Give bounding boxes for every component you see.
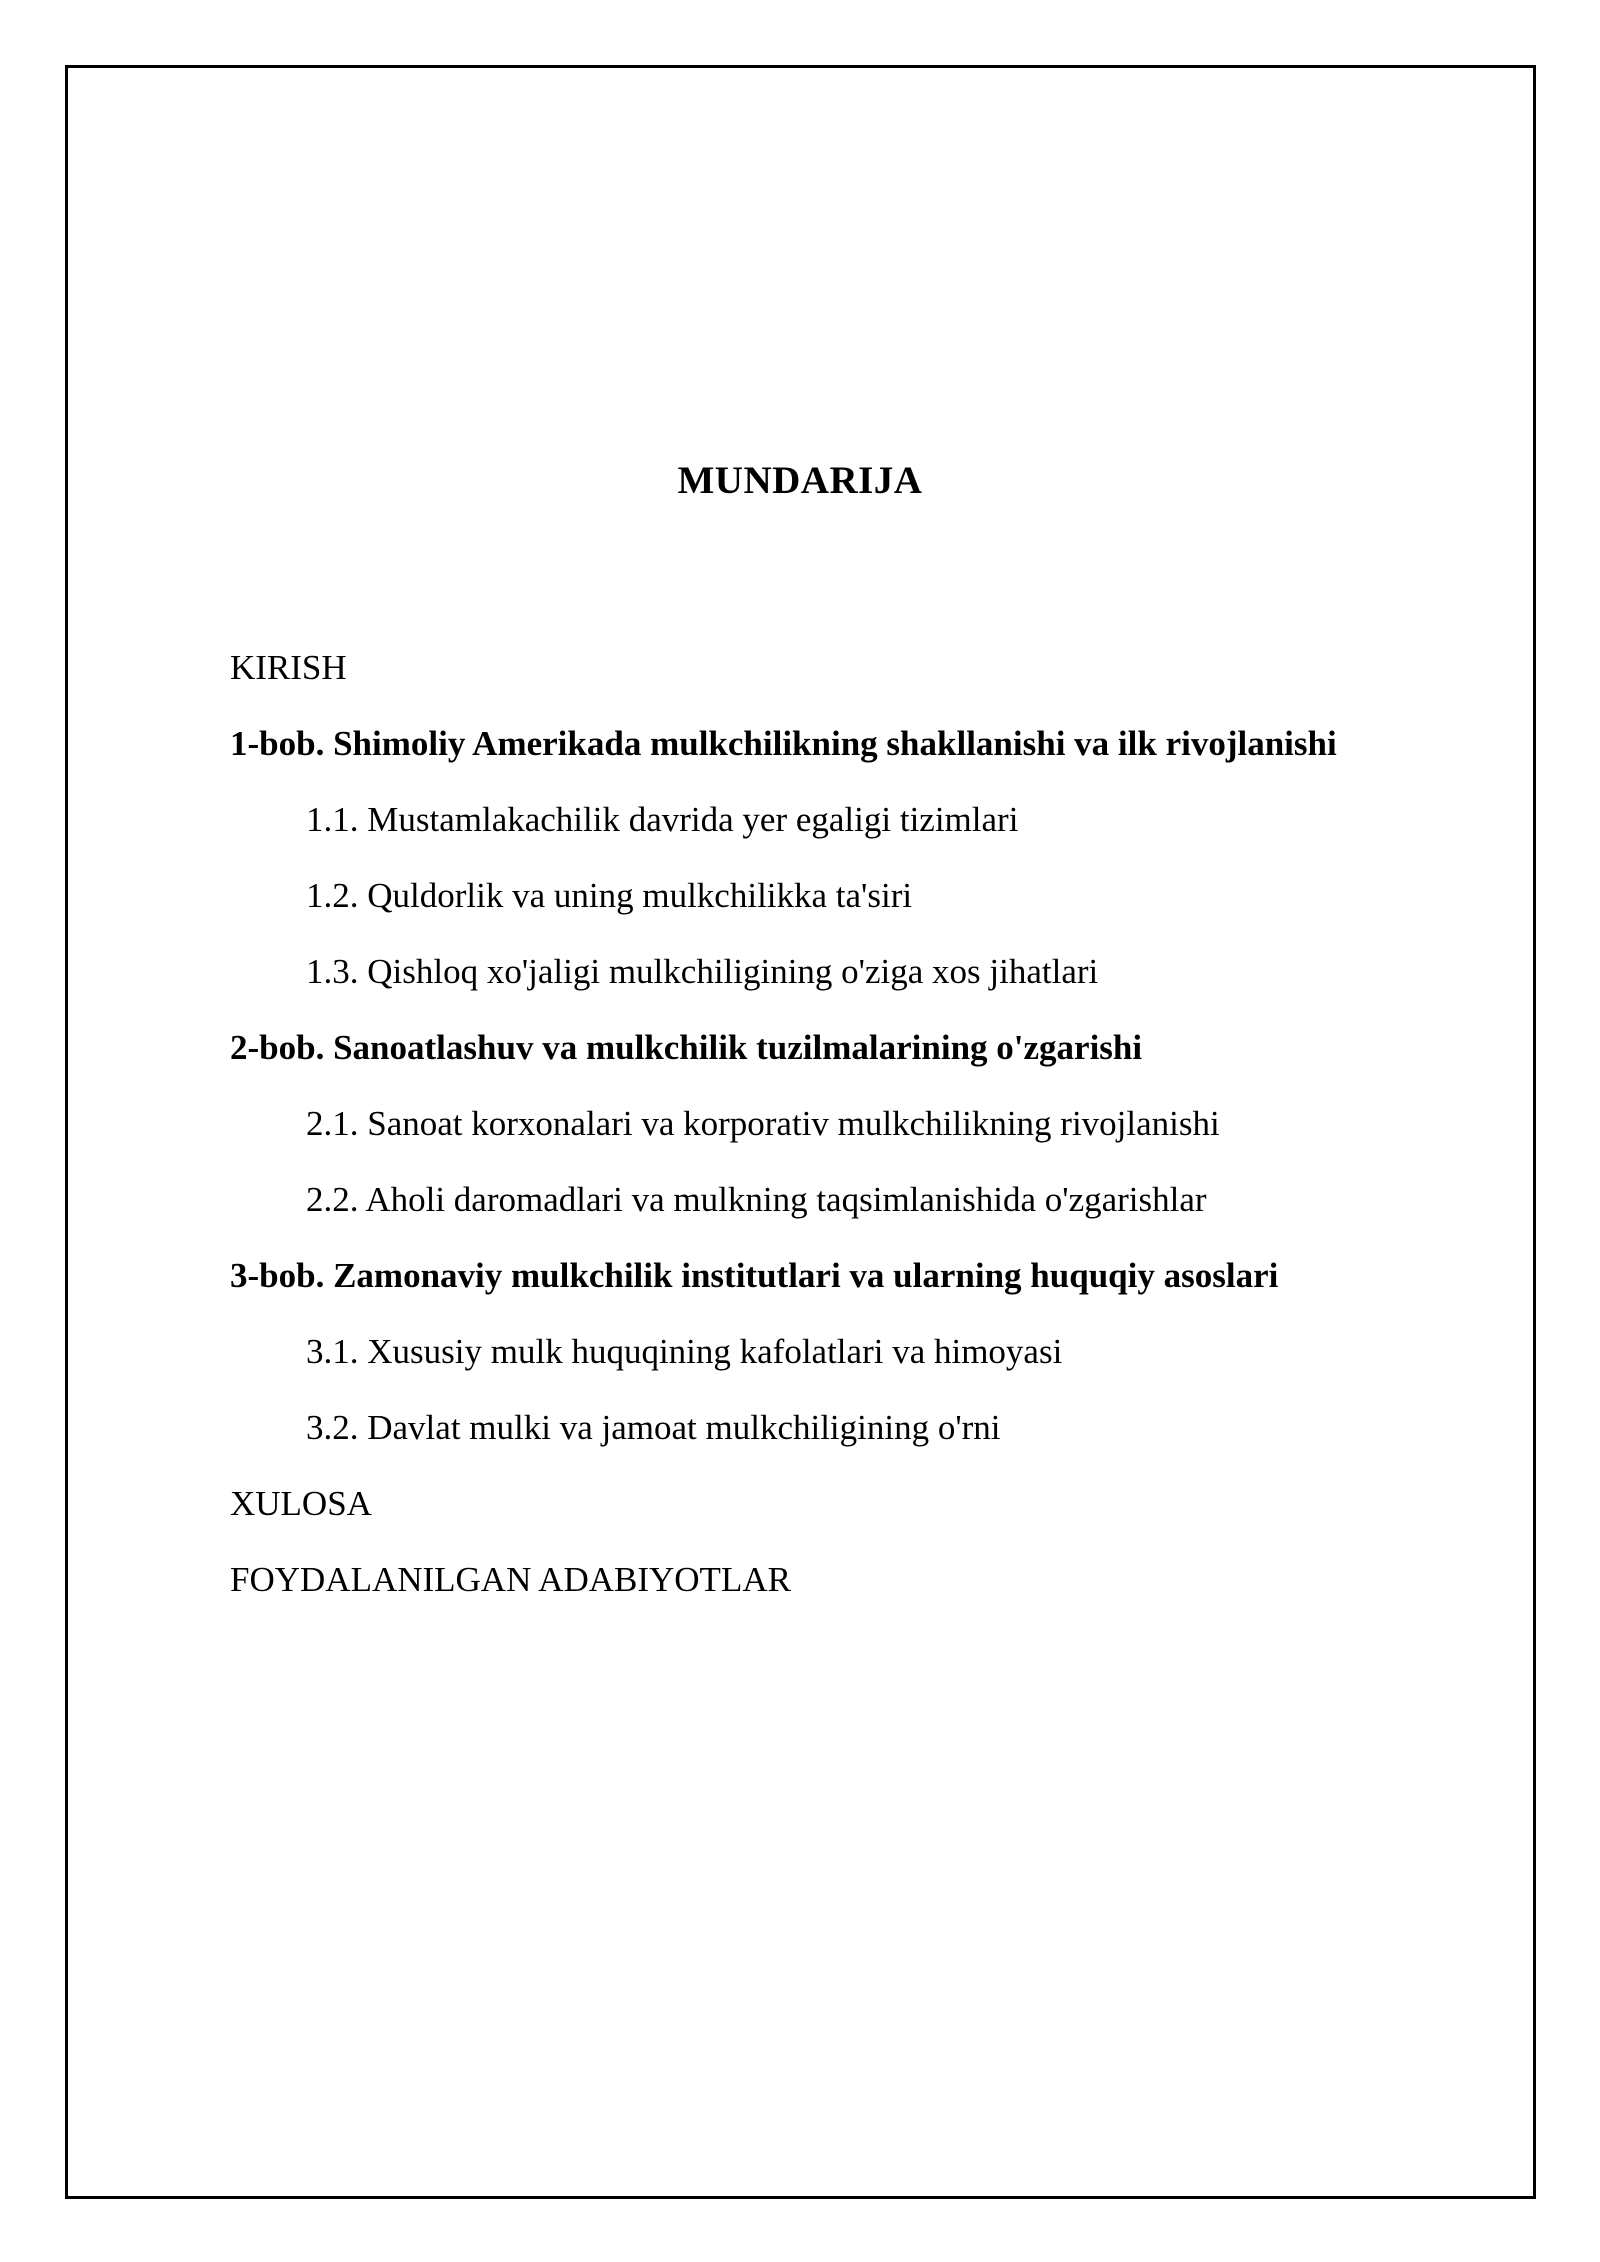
- toc-entry-section-3-1: 3.1. Xususiy mulk huquqining kafolatlari va himoyasi: [306, 1332, 1063, 1371]
- toc-entry-introduction: KIRISH: [230, 648, 347, 687]
- table-of-contents: [230, 640, 1470, 1628]
- toc-entry-chapter-3: 3-bob. Zamonaviy mulkchilik institutlari va ularning huquqiy asoslari: [230, 1256, 1279, 1295]
- toc-entry-bibliography: FOYDALANILGAN ADABIYOTLAR: [230, 1560, 791, 1599]
- page-title: MUNDARIJA: [677, 459, 923, 502]
- toc-entry-section-1-1: 1.1. Mustamlakachilik davrida yer egaligi tizimlari: [306, 800, 1019, 839]
- toc-entry-section-2-2: 2.2. Aholi daromadlari va mulkning taqsimlanishida o'zgarishlar: [306, 1180, 1207, 1219]
- toc-entry-section-1-2: 1.2. Quldorlik va uning mulkchilikka ta'siri: [306, 876, 913, 915]
- toc-entry-conclusion: XULOSA: [230, 1484, 372, 1523]
- toc-entry-section-1-3: 1.3. Qishloq xo'jaligi mulkchiligining o'ziga xos jihatlari: [306, 952, 1099, 991]
- toc-entry-chapter-2: 2-bob. Sanoatlashuv va mulkchilik tuzilmalarining o'zgarishi: [230, 1028, 1143, 1067]
- toc-entry-section-3-2: 3.2. Davlat mulki va jamoat mulkchiligining o'rni: [306, 1408, 1001, 1447]
- toc-entry-section-2-1: 2.1. Sanoat korxonalari va korporativ mulkchilikning rivojlanishi: [306, 1104, 1220, 1143]
- toc-entry-chapter-1: 1-bob. Shimoliy Amerikada mulkchilikning shakllanishi va ilk rivojlanishi: [230, 724, 1337, 763]
